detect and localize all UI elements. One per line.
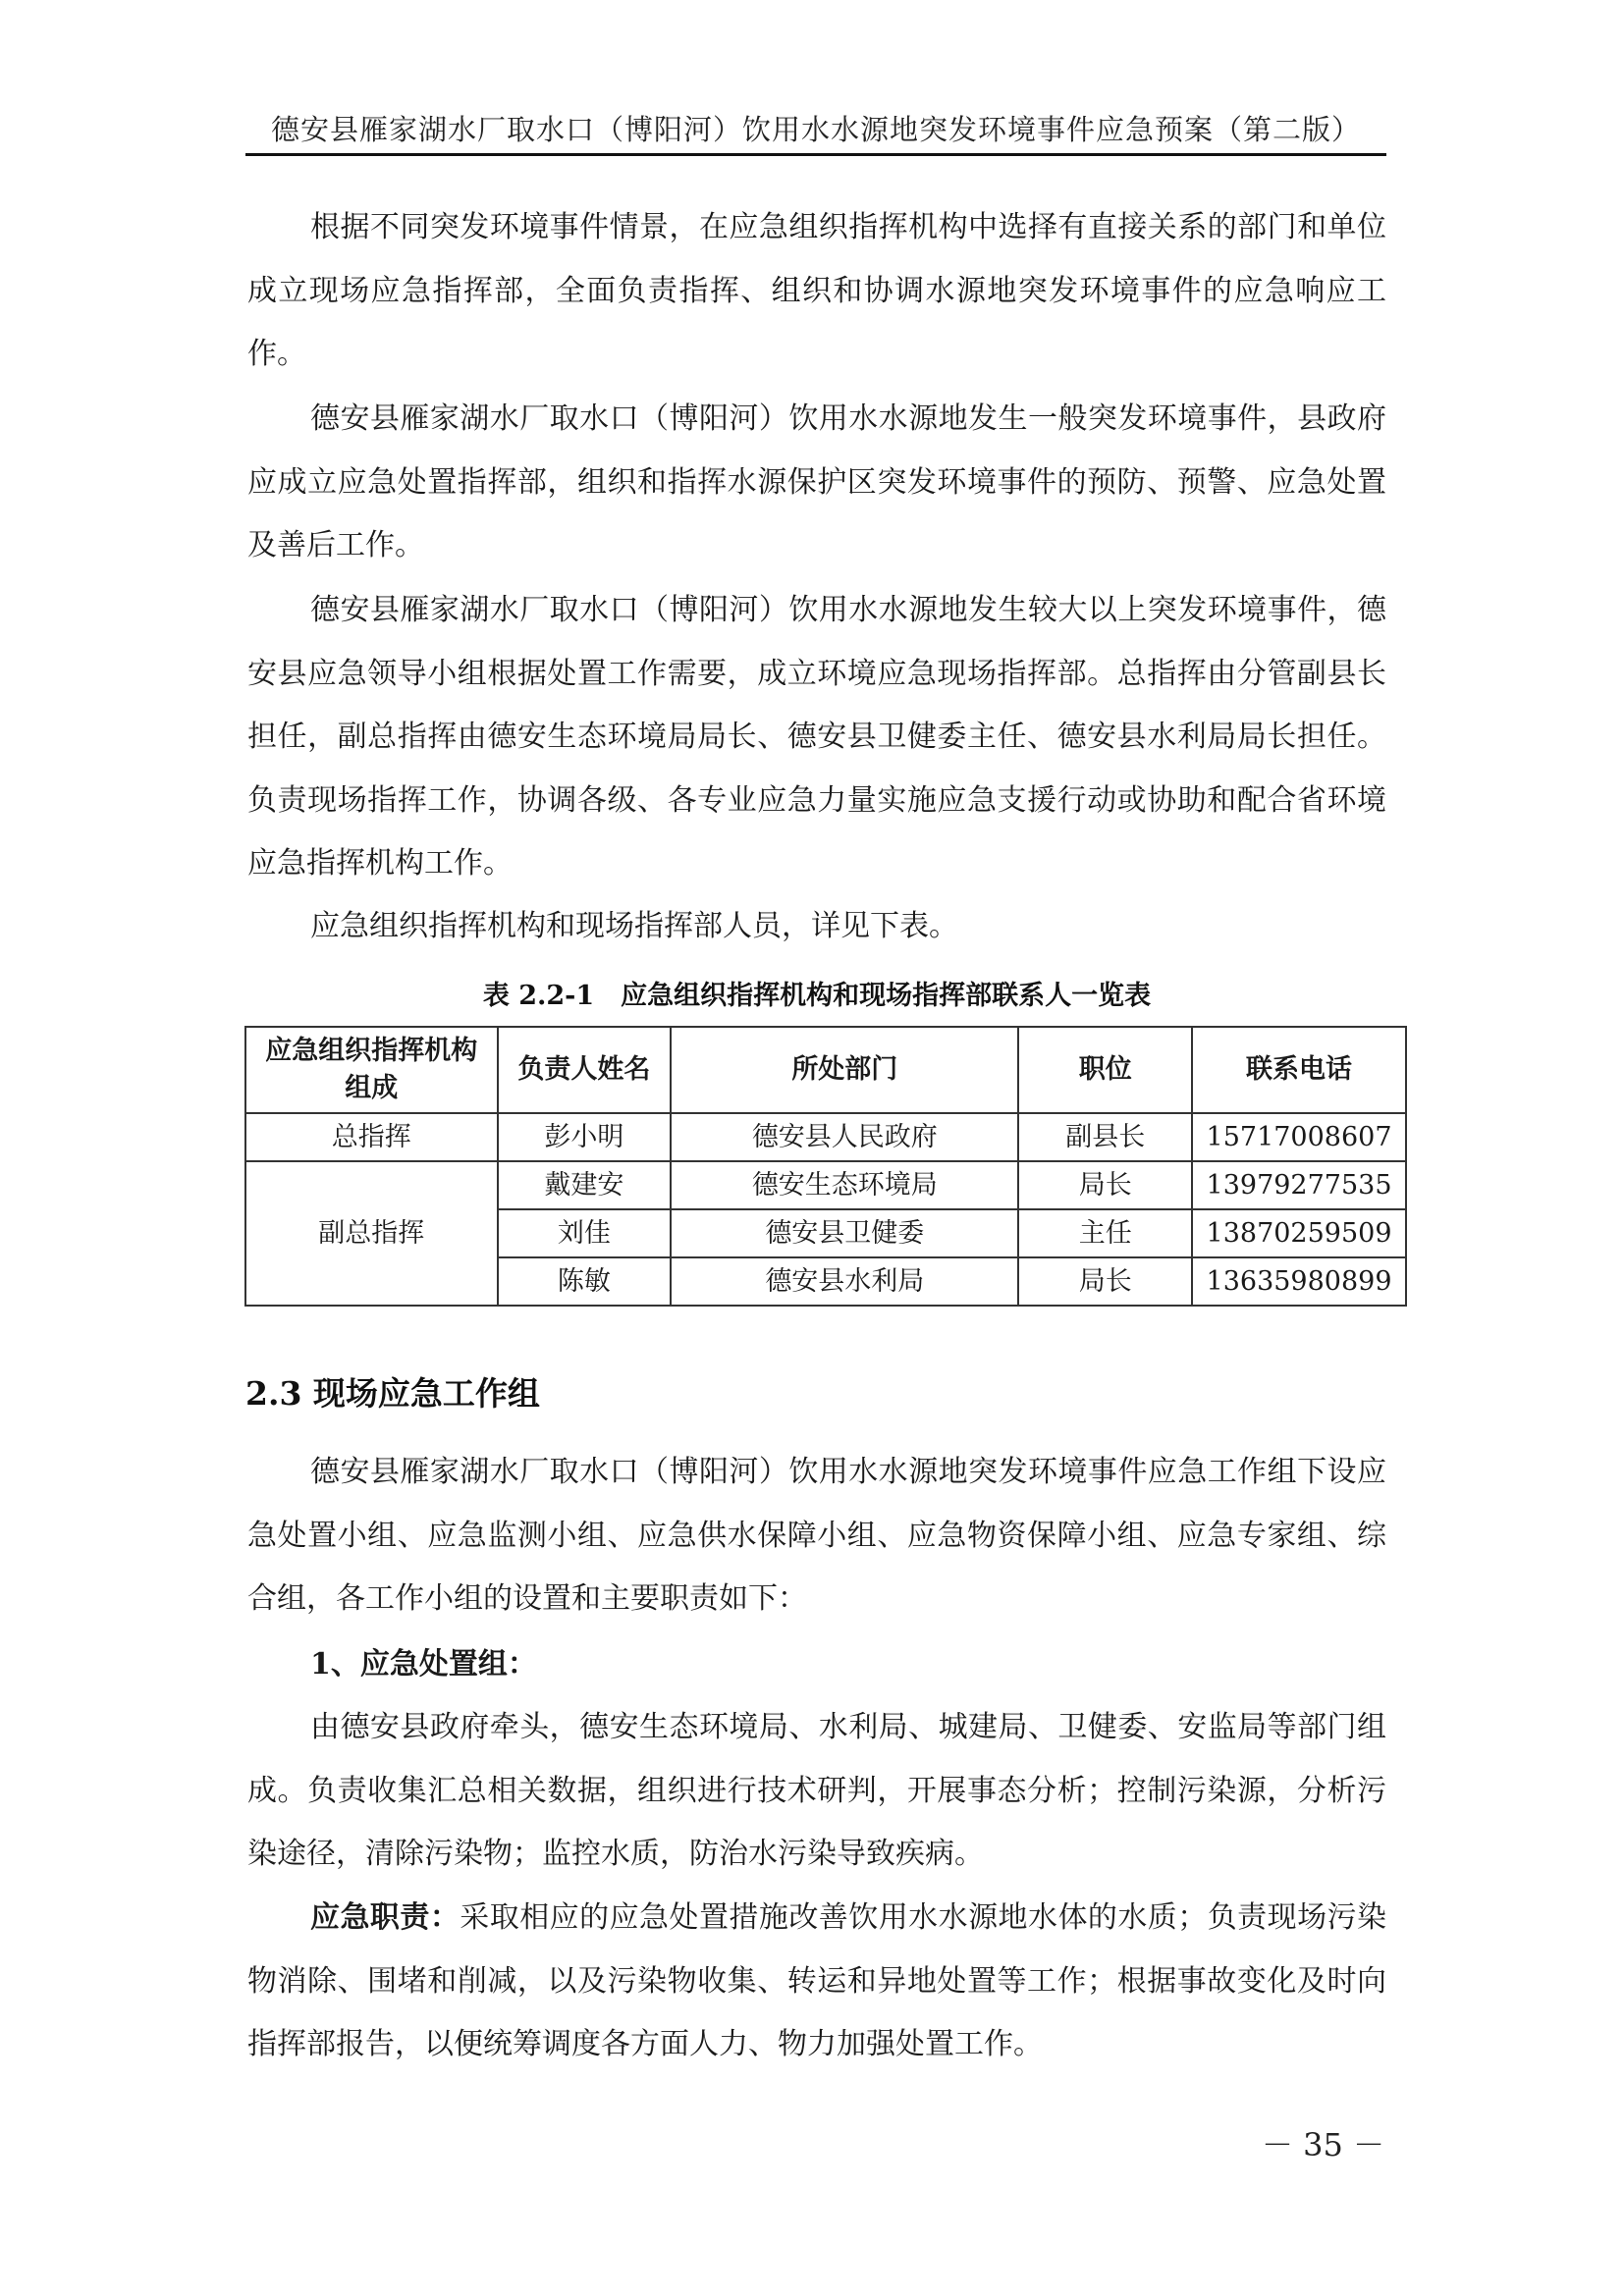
- paragraph-1: 根据不同突发环境事件情景，在应急组织指挥机构中选择有直接关系的部门和单位成立现场应急指挥部，全面负责指挥、组织和协调水源地突发环境事件的应急响应工作。: [247, 210, 1386, 371]
- cell-dept: 德安县水利局: [671, 1257, 1018, 1306]
- duty-body: 采取相应的应急处置措施改善饮用水水源地水体的水质；负责现场污染物消除、围堵和削减，以及污染物收集、转运和异地处置等工作；根据事故变化及时向指挥部报告，以便统筹调度各方面人力、物力加强处置工作。: [247, 1900, 1387, 2061]
- cell-name: 戴建安: [498, 1161, 672, 1209]
- paragraph-2: 德安县雁家湖水厂取水口（博阳河）饮用水水源地发生一般突发环境事件，县政府应成立应急处置指挥部，组织和指挥水源保护区突发环境事件的预防、预警、应急处置及善后工作。: [247, 401, 1386, 562]
- table-caption: 表 2.2-1 应急组织指挥机构和现场指挥部联系人一览表: [482, 981, 1152, 1011]
- header-group: 应急组织指挥机构组成: [245, 1027, 498, 1113]
- subsection-body: 由德安县政府牵头，德安生态环境局、水利局、城建局、卫健委、安监局等部门组成。负责收集汇总相关数据，组织进行技术研判，开展事态分析；控制污染源，分析污染途径，清除污染物；监控水质，防治水污染导致疾病。: [247, 1710, 1386, 1871]
- cell-group: 总指挥: [245, 1113, 498, 1161]
- subsection-title: 1、应急处置组：: [310, 1647, 537, 1682]
- contact-table: [244, 1026, 1407, 1307]
- header-position: 职位: [1018, 1027, 1192, 1113]
- cell-position: 局长: [1018, 1161, 1192, 1209]
- cell-dept: 德安生态环境局: [671, 1161, 1018, 1209]
- table-header-row: [245, 1027, 1406, 1113]
- header-rule: [245, 153, 1386, 156]
- duty-paragraph: [247, 1887, 1386, 2077]
- table-row: [245, 1113, 1406, 1161]
- cell-name: 陈敏: [498, 1257, 672, 1306]
- section-intro: 德安县雁家湖水厂取水口（博阳河）饮用水水源地突发环境事件应急工作组下设应急处置小组、应急监测小组、应急供水保障小组、应急物资保障小组、应急专家组、综合组，各工作小组的设置和主要职责如下：: [247, 1455, 1386, 1616]
- cell-phone: 13635980899: [1192, 1257, 1406, 1306]
- cell-position: 副县长: [1018, 1113, 1192, 1161]
- cell-dept: 德安县人民政府: [671, 1113, 1018, 1161]
- header-dept: 所处部门: [671, 1027, 1018, 1113]
- paragraph-4: 应急组织指挥机构和现场指挥部人员，详见下表。: [310, 909, 958, 943]
- cell-name: 彭小明: [498, 1113, 672, 1161]
- running-header: 德安县雁家湖水厂取水口（博阳河）饮用水水源地突发环境事件应急预案（第二版）: [270, 113, 1361, 146]
- cell-phone: 15717008607: [1192, 1113, 1406, 1161]
- page-number: － 35 －: [1262, 2126, 1385, 2163]
- cell-phone: 13870259509: [1192, 1209, 1406, 1257]
- duty-label: 应急职责：: [310, 1900, 460, 1935]
- cell-position: 局长: [1018, 1257, 1192, 1306]
- cell-dept: 德安县卫健委: [671, 1209, 1018, 1257]
- header-phone: 联系电话: [1192, 1027, 1406, 1113]
- cell-phone: 13979277535: [1192, 1161, 1406, 1209]
- cell-name: 刘佳: [498, 1209, 672, 1257]
- header-name: 负责人姓名: [498, 1027, 672, 1113]
- section-heading: 2.3 现场应急工作组: [245, 1374, 540, 1413]
- table-row: [245, 1161, 1406, 1209]
- paragraph-3: 德安县雁家湖水厂取水口（博阳河）饮用水水源地发生较大以上突发环境事件，德安县应急领导小组根据处置工作需要，成立环境应急现场指挥部。总指挥由分管副县长担任，副总指挥由德安生态环境局局长、德安县卫健委主任、德安县水利局局长担任。负责现场指挥工作，协调各级、各专业应急力量实施应急支援行动或协助和配合省环境应急指挥机构工作。: [247, 593, 1386, 881]
- cell-position: 主任: [1018, 1209, 1192, 1257]
- cell-group: 副总指挥: [245, 1161, 498, 1306]
